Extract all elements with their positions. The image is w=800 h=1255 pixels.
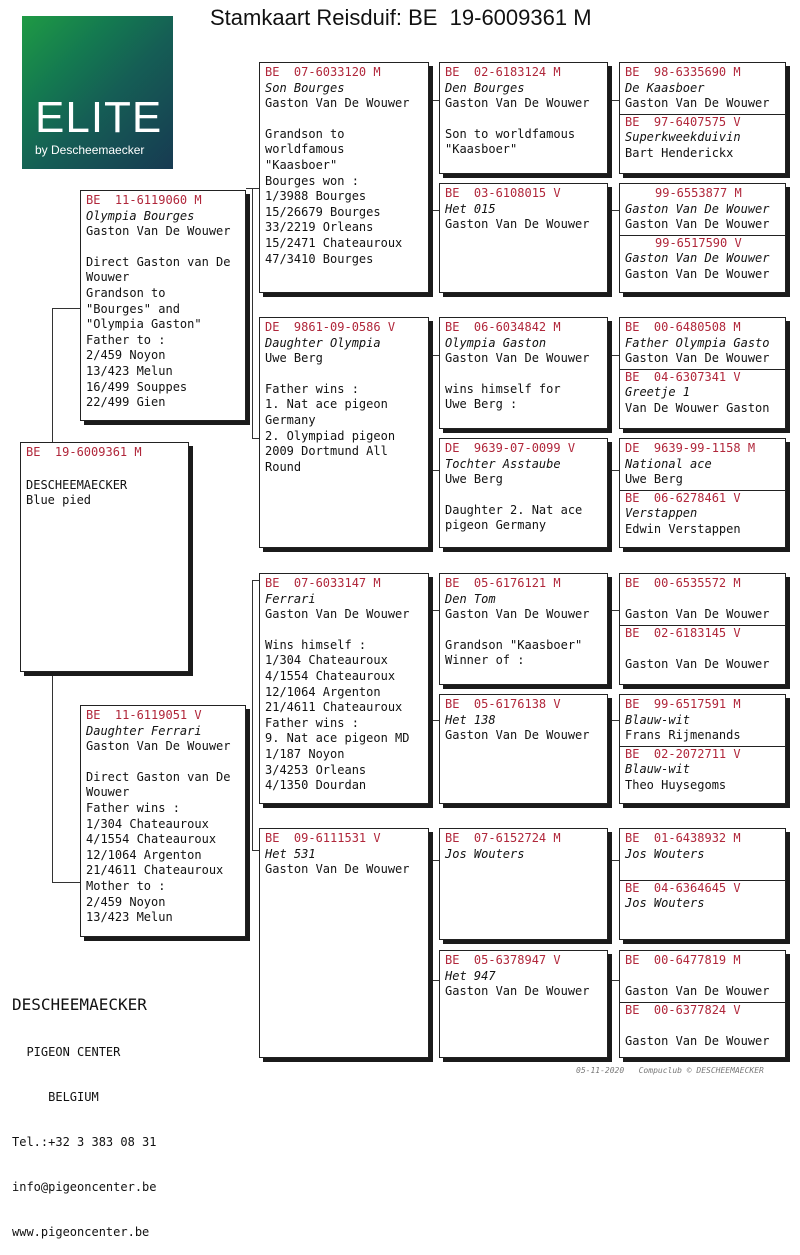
ancestor-sub [620, 1002, 785, 1050]
pigeon-notes: Daughter 2. Nat ace pigeon Germany [445, 502, 583, 533]
ring-number: BE 04-6364645 V [625, 880, 741, 895]
ring-number: BE 05-6378947 V [445, 953, 561, 967]
grandfather-maternal-card [259, 573, 429, 804]
pigeon-owner: Gaston Van De Wouwer [265, 862, 410, 877]
ring-number: BE 99-6517591 M [625, 697, 741, 711]
pigeon-owner: Gaston Van De Wouwer [445, 217, 590, 232]
pigeon-owner: Frans Rijmenands [625, 728, 741, 743]
ring-number: BE 00-6480508 M [625, 320, 741, 334]
pigeon-name: Superkweekduivin [625, 130, 741, 145]
pigeon-name: Den Bourges [445, 80, 525, 95]
pigeon-name: Gaston Van De Wouwer [625, 251, 770, 266]
pigeon-owner: Gaston Van De Wouwer [86, 739, 231, 754]
print-stamp: 05-11-2020 Compuclub © DESCHEEMAECKER [576, 1066, 764, 1075]
logo-text: ELITE [35, 93, 163, 142]
pigeon-notes: Father wins : 1. Nat ace pigeon Germany 2. Olympiad pigeon 2009 Dortmund All Round [265, 381, 396, 474]
company-line: PIGEON CENTER [12, 1045, 121, 1059]
ring-number: BE 98-6335690 M [625, 65, 741, 79]
ring-number: BE 07-6033147 M [265, 576, 381, 590]
great-grandparent-card [439, 573, 608, 685]
connector-line [608, 980, 619, 981]
ring-number: BE 09-6111531 V [265, 831, 381, 845]
pigeon-name: Daughter Ferrari [86, 723, 202, 738]
pigeon-owner: Uwe Berg [445, 472, 503, 487]
ancestor-sub [620, 369, 785, 417]
ring-number: DE 9639-99-1158 M [625, 441, 756, 455]
connector-line [608, 860, 619, 861]
pigeon-name: De Kaasboer [625, 80, 705, 95]
ring-number: DE 9861-09-0586 V [265, 320, 396, 334]
connector-line [430, 610, 439, 611]
connector-line [430, 980, 439, 981]
pigeon-owner: Gaston Van De Wouwer [445, 96, 590, 111]
ancestor-sub [620, 880, 785, 912]
pigeon-name: Jos Wouters [625, 846, 705, 861]
ring-number: BE 06-6034842 M [445, 320, 561, 334]
pigeon-owner: DESCHEEMAECKER [26, 477, 128, 492]
pigeon-notes: Grandson to worldfamous "Kaasboer" Bourges won : 1/3988 Bourges 15/26679 Bourges 33/2219 Orleans 15/2471 Chateauroux 47/3410 Bourges [265, 126, 403, 266]
pigeon-color: Blue pied [26, 493, 92, 508]
ancestor-sub [620, 235, 785, 283]
ring-number: BE 02-6183145 V [625, 625, 741, 640]
ring-number: 99-6553877 M [655, 186, 742, 200]
ancestor-pair-card [619, 950, 786, 1058]
pigeon-owner: Gaston Van De Wouwer [445, 728, 590, 743]
pigeon-name [625, 641, 780, 657]
pigeon-name: Verstappen [625, 506, 698, 521]
pigeon-notes: Wins himself : 1/304 Chateauroux 4/1554 Chateauroux 12/1064 Argenton 21/4611 Chateauroux Father wins : 9. Nat ace pigeon MD 1/187 Noyon 3/4253 Orleans 4/1350 Dourdan [265, 637, 410, 793]
ring-number: BE 06-6278461 V [625, 490, 741, 505]
pigeon-owner: Uwe Berg [265, 351, 323, 366]
ancestor-pair-card [619, 573, 786, 685]
pigeon-notes: wins himself for Uwe Berg : [445, 381, 561, 412]
ancestor-sub [620, 625, 785, 673]
grandfather-paternal-card [259, 62, 429, 293]
connector-line [252, 438, 259, 439]
ring-number: BE 19-6009361 M [26, 445, 142, 459]
connector-line [52, 882, 81, 883]
ring-number: BE 00-6477819 M [625, 953, 741, 967]
contact-block [12, 965, 157, 1255]
ancestor-pair-card [619, 183, 786, 293]
connector-line [252, 580, 253, 850]
mother-card [80, 705, 246, 937]
ancestor-pair-card [619, 694, 786, 804]
ring-number: BE 07-6033120 M [265, 65, 381, 79]
connector-line [52, 308, 53, 444]
pigeon-name: Gaston Van De Wouwer [625, 201, 770, 216]
pigeon-name [625, 1018, 780, 1034]
great-grandparent-card [439, 828, 608, 940]
pigeon-name: Het 531 [265, 846, 316, 861]
great-grandparent-card [439, 317, 608, 429]
pigeon-name [625, 969, 780, 985]
pigeon-owner: Gaston Van De Wouwer [86, 224, 231, 239]
page-title: Stamkaart Reisduif: BE 19-6009361 M [210, 5, 592, 30]
connector-line [430, 470, 439, 471]
ancestor-pair-card [619, 438, 786, 548]
great-grandparent-card [439, 183, 608, 293]
subject-card [20, 442, 189, 672]
company-website[interactable]: www.pigeoncenter.be [12, 1225, 150, 1239]
pigeon-notes: Grandson "Kaasboer" Winner of : [445, 637, 583, 668]
connector-line [608, 100, 619, 101]
ancestor-pair-card [619, 62, 786, 174]
great-grandparent-card [439, 62, 608, 174]
ring-number: BE 97-6407575 V [625, 114, 741, 129]
pigeon-owner [625, 862, 780, 878]
pigeon-name: Het 138 [445, 712, 496, 727]
ring-number: BE 02-6183124 M [445, 65, 561, 79]
connector-line [252, 850, 259, 851]
pigeon-owner: Gaston Van De Wouwer [625, 607, 770, 622]
ancestor-pair-card [619, 317, 786, 429]
pigeon-name [625, 592, 780, 608]
company-country: BELGIUM [12, 1090, 99, 1104]
connector-line [430, 210, 439, 211]
pigeon-name: Olympia Gaston [445, 335, 547, 350]
pigeon-name: Den Tom [445, 591, 496, 606]
pigeon-owner: Van De Wouwer Gaston [625, 400, 770, 415]
connector-line [246, 188, 259, 189]
pigeon-owner: Gaston Van De Wouwer [445, 607, 590, 622]
pigeon-owner: Gaston Van De Wouwer [625, 984, 770, 999]
ancestor-sub [620, 490, 785, 538]
logo-subtext: by Descheemaecker [35, 143, 145, 157]
pigeon-name: Ferrari [265, 591, 316, 606]
ring-number: BE 02-2072711 V [625, 746, 741, 761]
ring-number: DE 9639-07-0099 V [445, 441, 576, 455]
ring-number: BE 11-6119051 V [86, 708, 202, 722]
pigeon-name: Greetje 1 [625, 385, 691, 400]
connector-line [252, 580, 259, 581]
pigeon-owner: Theo Huysegoms [625, 777, 727, 792]
ring-number: BE 00-6535572 M [625, 576, 741, 590]
company-email[interactable]: info@pigeoncenter.be [12, 1180, 157, 1194]
pigeon-name: National ace [625, 456, 712, 471]
connector-line [608, 610, 619, 611]
pigeon-owner: Uwe Berg [625, 472, 683, 487]
ring-number: BE 11-6119060 M [86, 193, 202, 207]
pigeon-name: Jos Wouters [625, 896, 705, 911]
pigeon-name: Blauw-wit [625, 712, 691, 727]
pigeon-owner: Bart Henderickx [625, 145, 734, 160]
pigeon-owner: Gaston Van De Wouwer [625, 656, 770, 671]
ring-number: BE 03-6108015 V [445, 186, 561, 200]
grandmother-paternal-card [259, 317, 429, 548]
ring-number: BE 05-6176138 V [445, 697, 561, 711]
pigeon-notes: Son to worldfamous "Kaasboer" [445, 126, 576, 157]
company-name: DESCHEEMAECKER [12, 995, 147, 1014]
connector-line [608, 210, 619, 211]
pigeon-name: Son Bourges [265, 80, 345, 95]
ring-number: BE 05-6176121 M [445, 576, 561, 590]
pigeon-owner: Gaston Van De Wouwer [265, 607, 410, 622]
ancestor-pair-card [619, 828, 786, 940]
pigeon-name: Daughter Olympia [265, 335, 381, 350]
company-phone: Tel.:+32 3 383 08 31 [12, 1135, 157, 1149]
pigeon-name: Olympia Bourges [86, 208, 195, 223]
grandmother-maternal-card [259, 828, 429, 1058]
ancestor-sub [620, 114, 785, 162]
pigeon-owner: Gaston Van De Wouwer [625, 351, 770, 366]
pigeon-owner: Gaston Van De Wouwer [445, 351, 590, 366]
connector-line [52, 672, 53, 882]
pigeon-owner: Gaston Van De Wouwer [265, 96, 410, 111]
pigeon-owner: Gaston Van De Wouwer [625, 96, 770, 111]
pigeon-notes: Direct Gaston van De Wouwer Father wins : 1/304 Chateauroux 4/1554 Chateauroux 12/1064 Argenton 21/4611 Chateauroux Mother to : 2/459 Noyon 13/423 Melun [86, 769, 231, 925]
ring-number: 99-6517590 V [655, 235, 742, 250]
connector-line [608, 720, 619, 721]
connector-line [252, 188, 253, 438]
pigeon-name: Jos Wouters [445, 846, 525, 861]
connector-line [52, 308, 81, 309]
great-grandparent-card [439, 950, 608, 1058]
pigeon-notes: Direct Gaston van De Wouwer Grandson to "Bourges" and "Olympia Gaston" Father to : 2/459 Noyon 13/423 Melun 16/499 Souppes 22/499 Gien [86, 254, 231, 410]
pigeon-owner: Gaston Van De Wouwer [625, 266, 770, 281]
connector-line [430, 355, 439, 356]
ring-number: BE 07-6152724 M [445, 831, 561, 845]
connector-line [430, 100, 439, 101]
pigeon-owner: Gaston Van De Wouwer [625, 1033, 770, 1048]
ring-number: BE 00-6377824 V [625, 1002, 741, 1017]
elite-logo [22, 16, 173, 169]
connector-line [608, 470, 619, 471]
connector-line [430, 720, 439, 721]
pigeon-owner: Gaston Van De Wouwer [625, 217, 770, 232]
great-grandparent-card [439, 694, 608, 804]
pigeon-name: Tochter Asstaube [445, 456, 561, 471]
pigeon-name: Blauw-wit [625, 762, 691, 777]
father-card [80, 190, 246, 421]
connector-line [608, 355, 619, 356]
pigeon-name: Het 015 [445, 201, 496, 216]
ring-number: BE 04-6307341 V [625, 369, 741, 384]
pigeon-name: Het 947 [445, 968, 496, 983]
pigeon-owner: Gaston Van De Wouwer [445, 984, 590, 999]
ancestor-sub [620, 746, 785, 794]
pigeon-owner: Edwin Verstappen [625, 521, 741, 536]
connector-line [430, 860, 439, 861]
great-grandparent-card [439, 438, 608, 548]
ring-number: BE 01-6438932 M [625, 831, 741, 845]
pigeon-name: Father Olympia Gasto [625, 335, 770, 350]
